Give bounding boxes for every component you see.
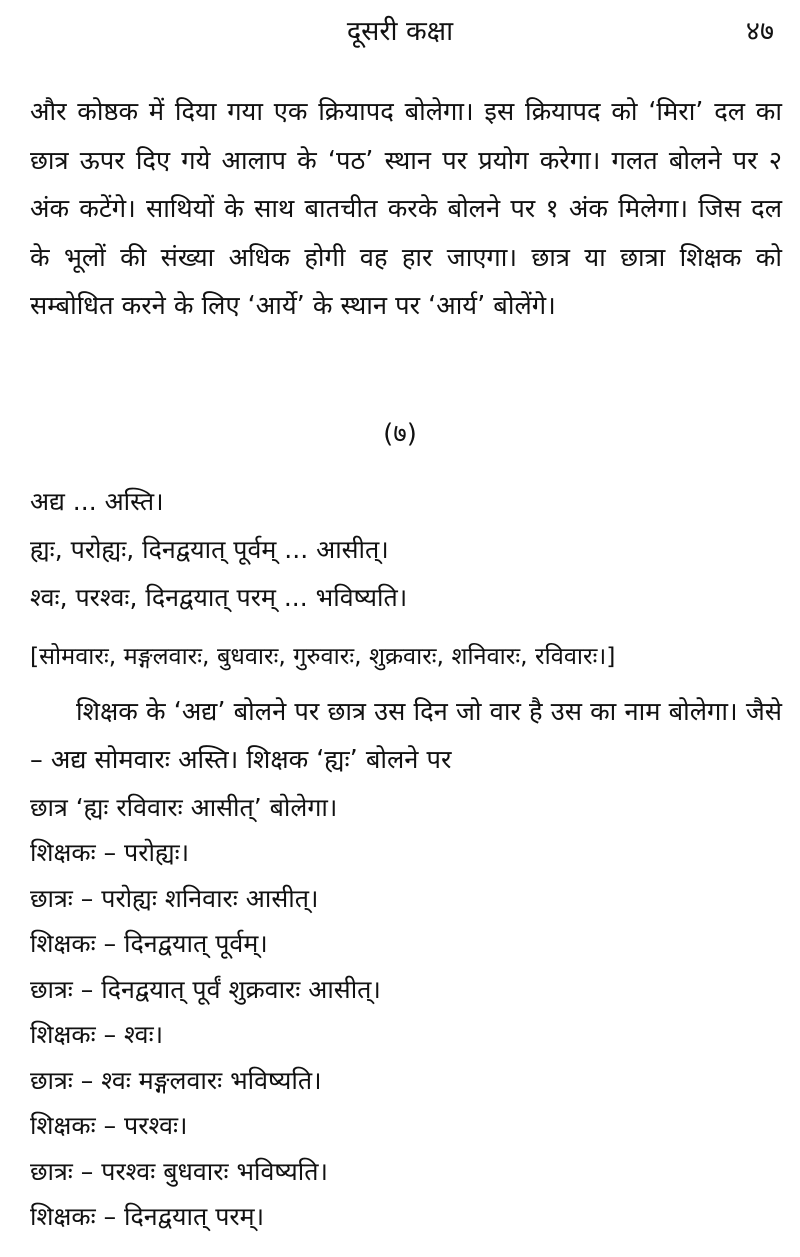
running-header <box>0 10 800 54</box>
page-number: ४७ <box>745 16 774 47</box>
dialogue-line: शिक्षकः – दिनद्वयात् पूर्वम्। <box>30 929 268 958</box>
dialogue-line: शिक्षकः – परश्वः। <box>30 1111 188 1140</box>
section-number: (७) <box>383 419 417 449</box>
sanskrit-pattern-lines <box>30 478 782 622</box>
dialogue-line: छात्रः – दिनद्वयात् पूर्वं शुक्रवारः आसीत्। <box>30 974 381 1004</box>
dialogue-line: छात्रः – श्वः मङ्गलवारः भविष्यति। <box>30 1065 322 1095</box>
pattern-line: ह्यः, परोह्यः, दिनद्वयात् पूर्वम् ... आसीत्। <box>30 535 389 564</box>
instruction-paragraph: और कोष्ठक में दिया गया एक क्रियापद बोलेगा। इस क्रियापद को ‘मिरा’ दल का छात्र ऊपर दिए गये आलाप के ‘पठ’ स्थान पर प्रयोग करेगा। गलत बोलने पर २ अंक कटेंगे। साथियों के साथ बातचीत करके बोलने पर १ अंक मिलेगा। जिस दल के भूलों की संख्या अधिक होगी वह हार जाएगा। छात्र या छात्रा शिक्षक को सम्बोधित करने के लिए ‘आर्ये’ के स्थान पर ‘आर्य’ बोलेंगे। <box>30 97 782 321</box>
dialogue-line: शिक्षकः – श्वः। <box>30 1020 164 1049</box>
explanation-paragraph-end: छात्र ‘ह्यः रविवारः आसीत्’ बोलेगा। <box>30 793 338 822</box>
dialogue-line: शिक्षकः – दिनद्वयात् परम्। <box>30 1202 265 1231</box>
dialogue-line: शिक्षकः – परोह्यः। <box>30 838 190 867</box>
dialogue-block <box>30 830 782 1240</box>
dialogue-line: छात्रः – परश्वः बुधवारः भविष्यति। <box>30 1156 328 1186</box>
explanation-paragraph: शिक्षक के ‘अद्य’ बोलने पर छात्र उस दिन जो वार है उस का नाम बोलेगा। जैसे – अद्य सोमवारः अस्ति। शिक्षक ‘ह्यः’ बोलने पर <box>30 697 782 775</box>
pattern-line: अद्य ... अस्ति। <box>30 487 164 516</box>
pattern-line: श्वः, परश्वः, दिनद्वयात् परम् ... भविष्यति। <box>30 583 408 612</box>
dialogue-line: छात्रः – परोह्यः शनिवारः आसीत्। <box>30 883 319 913</box>
running-title: दूसरी कक्षा <box>346 16 454 47</box>
weekdays-list: [सोमवारः, मङ्गलवारः, बुधवारः, गुरुवारः, शुक्रवारः, शनिवारः, रविवारः।] <box>30 642 616 670</box>
